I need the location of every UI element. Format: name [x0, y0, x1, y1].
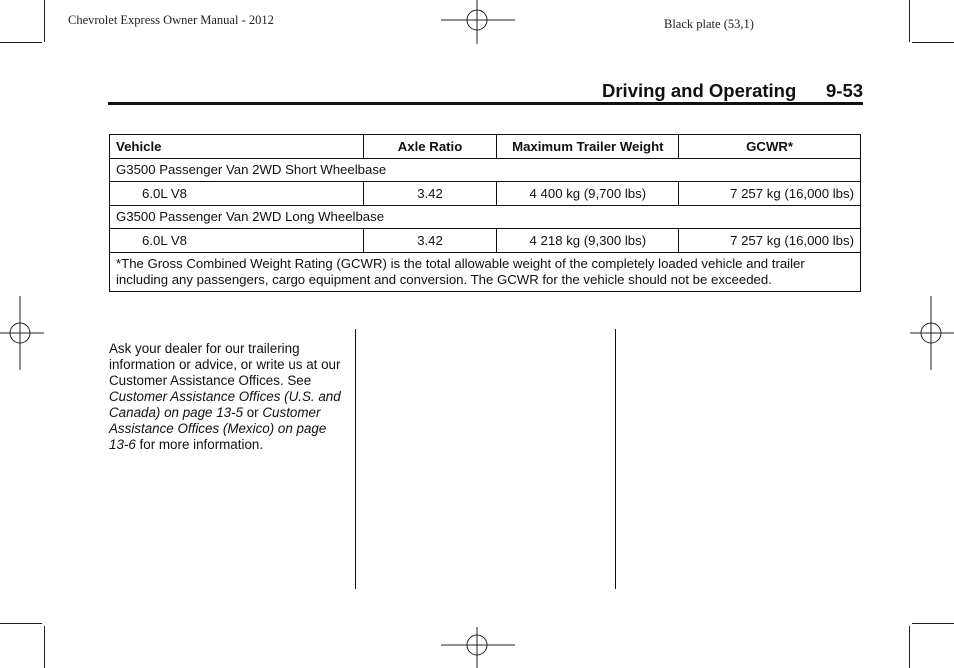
vehicle-cell: 6.0L V8: [110, 229, 364, 253]
crop-mark: [909, 626, 910, 668]
registration-mark-icon: [910, 296, 954, 370]
reference-link[interactable]: Customer Assistance Offices (U.S. and Canada) on page 13-5: [109, 389, 341, 420]
crop-mark: [44, 0, 45, 42]
gcwr-cell: 7 257 kg (16,000 lbs): [679, 229, 861, 253]
registration-mark-icon: [0, 296, 44, 370]
column-header: Vehicle: [110, 135, 364, 159]
header-rule: [108, 102, 863, 105]
column-divider: [355, 329, 356, 589]
group-row: [110, 205, 861, 229]
column-header: Axle Ratio: [363, 135, 497, 159]
trailer-weight-cell: 4 400 kg (9,700 lbs): [497, 182, 679, 206]
manual-title: Chevrolet Express Owner Manual - 2012: [68, 13, 274, 27]
trailer-weight-table: [109, 134, 861, 292]
trailer-weight-cell: 4 218 kg (9,300 lbs): [497, 229, 679, 253]
intro-text: Ask your dealer for our trailering information or advice, or write us at our Customer Assistance Offices. See: [109, 341, 341, 388]
table-row: [110, 182, 861, 206]
column-divider: [615, 329, 616, 589]
group-name: G3500 Passenger Van 2WD Long Wheelbase: [110, 205, 861, 229]
crop-mark: [0, 623, 42, 624]
group-name: G3500 Passenger Van 2WD Short Wheelbase: [110, 158, 861, 182]
gcwr-cell: 7 257 kg (16,000 lbs): [679, 182, 861, 206]
section-title: Driving and Operating: [602, 80, 797, 101]
footnote-row: [110, 252, 861, 291]
gcwr-footnote: *The Gross Combined Weight Rating (GCWR) is the total allowable weight of the completely loaded vehicle and trailer including any passengers, cargo equipment and conversion. The GCWR for the vehicle should not be exceeded.: [110, 252, 861, 291]
crop-mark: [912, 623, 954, 624]
outro-text: for more information.: [135, 437, 264, 452]
plate-label: Black plate (53,1): [664, 17, 754, 31]
body-paragraph: [109, 341, 349, 453]
registration-mark-icon: [441, 627, 515, 668]
axle-ratio-cell: 3.42: [363, 182, 497, 206]
column-header: Maximum Trailer Weight: [497, 135, 679, 159]
reference-link[interactable]: Customer Assistance Offices (Mexico) on page 13-6: [109, 405, 327, 452]
page-number: 9-53: [826, 80, 864, 101]
crop-mark: [0, 42, 42, 43]
connector-text: or: [243, 405, 263, 420]
axle-ratio-cell: 3.42: [363, 229, 497, 253]
table-header-row: [110, 135, 861, 159]
crop-mark: [912, 42, 954, 43]
registration-mark-icon: [441, 0, 515, 44]
crop-mark: [44, 626, 45, 668]
table-row: [110, 229, 861, 253]
crop-mark: [909, 0, 910, 42]
vehicle-cell: 6.0L V8: [110, 182, 364, 206]
column-header: GCWR*: [679, 135, 861, 159]
group-row: [110, 158, 861, 182]
